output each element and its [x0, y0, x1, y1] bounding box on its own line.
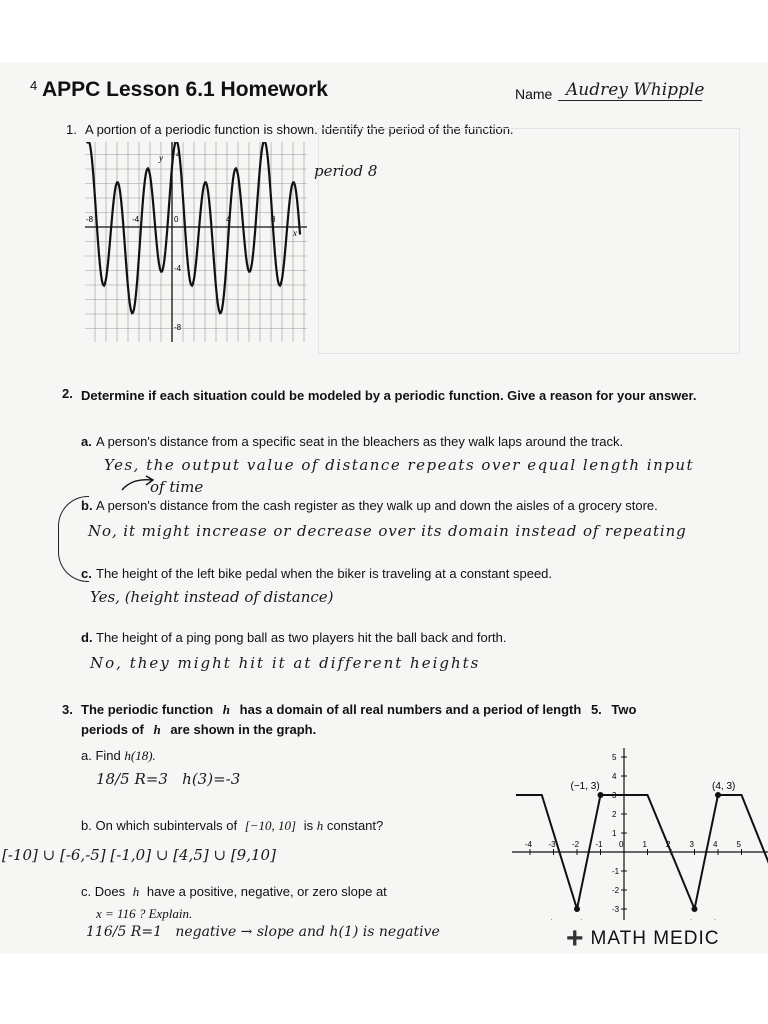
q2-text: Determine if each situation could be modeled by a periodic function. Give a reason for your answer. [81, 388, 697, 403]
q3c-label: c. [81, 884, 92, 899]
q3-graph [512, 748, 768, 920]
arrow-icon [118, 474, 158, 494]
q1-ytick: -8 [174, 323, 182, 332]
q1-xtick: 4 [226, 215, 231, 224]
q1-ytick: 4 [176, 150, 181, 159]
q3c-expr: x = 116 ? Explain. [96, 906, 193, 921]
q3-ytick: 5 [612, 753, 617, 762]
plus-icon: + [566, 922, 585, 955]
q3-period: 5. [590, 702, 602, 717]
q2b-answer: No, it might increase or decrease over its domain instead of repeating [88, 522, 687, 540]
q2d-text: The height of a ping pong ball as two players hit the ball back and forth. [96, 630, 507, 645]
name-signature: Audrey Whipple [566, 80, 705, 100]
q3-axes [512, 748, 768, 920]
q2a-answer-cont: of time [150, 478, 204, 496]
q3c-text-2: have a positive, negative, or zero slope at [146, 884, 387, 899]
q3b-text-2: is [303, 818, 314, 833]
q3-ytick: 2 [612, 810, 617, 819]
q3-number: 3. [62, 702, 73, 717]
q3a-label: a. [81, 748, 92, 763]
q2d-answer: No, they might hit it at different heights [90, 654, 481, 672]
page-number: 4 [30, 78, 38, 93]
q3-ytick: 1 [612, 829, 617, 838]
q1-xtick: -4 [132, 215, 140, 224]
q3-xtick: 4 [713, 840, 718, 849]
q1-ylabel: y [159, 153, 163, 163]
q2c-label: c. [81, 566, 92, 581]
q3-point-label [689, 919, 718, 920]
q3-text-5: are shown in the graph. [170, 722, 317, 737]
name-line [558, 100, 702, 101]
q3-point-label [549, 919, 584, 920]
q2a-text: A person's distance from a specific seat in the bleachers as they walk laps around the track. [96, 434, 624, 449]
q3c-answer: 116/5 R=1 negative → slope and h(1) is negative [86, 924, 440, 940]
q3b-text-3: constant? [326, 818, 384, 833]
q1-xlabel: x [293, 228, 297, 238]
q3-text-1: The periodic function [81, 702, 214, 717]
q1-answer: period 8 [314, 162, 378, 180]
q3-ytick: 4 [612, 772, 617, 781]
q3-fn: h [132, 884, 140, 899]
q3-point [598, 792, 604, 798]
q3b-interval: [−10, 10] [244, 818, 297, 833]
q3-xtick: -2 [572, 840, 580, 849]
q1-xtick: -8 [86, 215, 94, 224]
q3-xtick: -3 [548, 840, 556, 849]
q3a-expr: h(18). [124, 748, 156, 763]
q3-ytick: -3 [612, 905, 620, 914]
page-title: APPC Lesson 6.1 Homework [42, 78, 328, 101]
q3-ytick: -1 [612, 867, 620, 876]
q3b-answer: [-10] ∪ [-6,-5] [-1,0] ∪ [4,5] ∪ [9,10] [2, 846, 276, 864]
q1-xtick: 8 [271, 215, 276, 224]
q1-text: A portion of a periodic function is shown. Identify the period of the function. [85, 122, 514, 137]
q3-ticks [512, 753, 742, 914]
q3-point [715, 792, 721, 798]
q3-xtick: 3 [689, 840, 694, 849]
q1-graph [85, 142, 307, 342]
q3a-text: Find [95, 748, 121, 763]
q2c-answer: Yes, (height instead of distance) [90, 588, 334, 606]
q3c-prompt [81, 884, 387, 900]
faded-box [318, 128, 740, 354]
q3-fn: h [222, 702, 231, 717]
q3a-prompt [81, 748, 156, 764]
q3-point-label: (4, 3) [712, 781, 736, 792]
q3-point-label: (−1, 3) [570, 781, 600, 792]
q3-point [574, 906, 580, 912]
q3b-label: b. [81, 818, 92, 833]
q3-line2 [81, 722, 316, 738]
q2c-text: The height of the left bike pedal when the biker is traveling at a constant speed. [96, 566, 553, 581]
q3a-answer: 18/5 R=3 h(3)=-3 [96, 770, 241, 788]
logo-text: MATH MEDIC [590, 928, 720, 949]
q1-ytick: -4 [174, 264, 182, 273]
q2a-answer: Yes, the output value of distance repeats over equal length input [104, 456, 695, 474]
q3-line1 [81, 702, 636, 718]
q2b-label: b. [81, 498, 93, 513]
q2-number: 2. [62, 386, 73, 401]
q3-ytick: -2 [612, 886, 620, 895]
q3-xtick: 2 [666, 840, 671, 849]
q3-ytick: 3 [612, 791, 617, 800]
q3-xtick: -4 [525, 840, 533, 849]
q1-xtick: 0 [174, 215, 179, 224]
q3-fn: h [316, 818, 324, 833]
name-label: Name [515, 86, 553, 102]
q3-text-2: has a domain of all real numbers and a period of length [239, 702, 582, 717]
q3-xtick: -1 [595, 840, 603, 849]
q3-text-4: periods of [81, 722, 144, 737]
q3-text-3: Two [611, 702, 637, 717]
q3-xtick: 5 [736, 840, 741, 849]
q2a-label: a. [81, 434, 92, 449]
q2b-text: A person's distance from the cash register as they walk up and down the aisles of a grocery store. [96, 498, 658, 513]
q3-point [692, 906, 698, 912]
q3b-text-1: On which subintervals of [95, 818, 238, 833]
q2d-label: d. [81, 630, 93, 645]
q3c-text-1: Does [94, 884, 126, 899]
q3-fn: h [153, 722, 161, 737]
q3-xtick: 0 [619, 840, 624, 849]
math-medic-logo [566, 922, 719, 956]
q1-number: 1. [66, 122, 77, 137]
q3b-prompt [81, 818, 383, 834]
q3-xtick: 1 [642, 840, 647, 849]
